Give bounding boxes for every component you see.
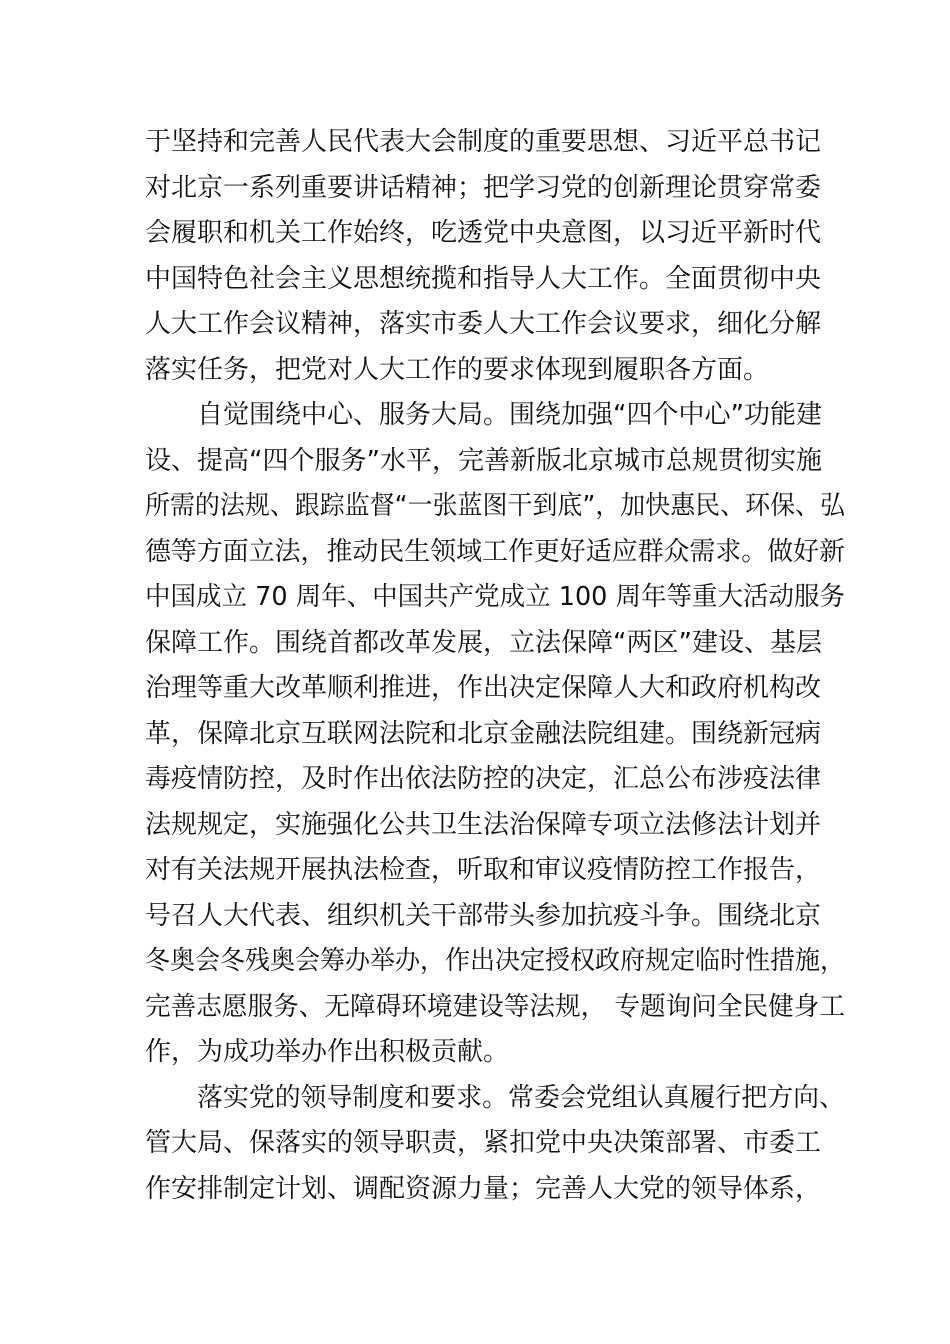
text-line: 号召人大代表、组织机关干部带头参加抗疫斗争。围绕北京: [145, 900, 822, 931]
text-line: 革，保障北京互联网法院和北京金融法院组建。围绕新冠病: [145, 718, 822, 749]
text-line: 完善志愿服务、无障碍环境建设等法规， 专题询问全民健身工: [145, 991, 845, 1022]
text-line: 冬奥会冬残奥会筹办举办，作出决定授权政府规定临时性措施，: [145, 946, 845, 976]
text-line: 自觉围绕中心、服务大局。围绕加强“四个中心”功能建: [197, 400, 822, 430]
text-line: 于坚持和完善人民代表大会制度的重要思想、习近平总书记: [145, 127, 822, 157]
text-line: 所需的法规、跟踪监督“一张蓝图干到底”，加快惠民、环保、弘: [145, 491, 845, 521]
paragraph-2: [145, 393, 845, 1076]
text-line: 对北京一系列重要讲话精神；把学习党的创新理论贯穿常委: [145, 172, 822, 203]
text-line: 管大局、保落实的领导职责，紧扣党中央决策部署、市委工: [145, 1128, 822, 1158]
text-line: 治理等重大改革顺利推进，作出决定保障人大和政府机构改: [145, 673, 822, 703]
text-line: 落实党的领导制度和要求。常委会党组认真履行把方向、: [197, 1082, 845, 1113]
text-line: 落实任务，把党对人大工作的要求体现到履职各方面。: [145, 354, 770, 385]
text-line: 毒疫情防控，及时作出依法防控的决定，汇总公布涉疫法律: [145, 764, 822, 794]
text-line: 设、提高“四个服务”水平，完善新版北京城市总规贯彻实施: [145, 445, 822, 476]
text-line: 中国特色社会主义思想统揽和指导人大工作。全面贯彻中央: [145, 263, 822, 294]
text-line: 作安排制定计划、调配资源力量；完善人大党的领导体系，: [145, 1173, 822, 1204]
text-line: 人大工作会议精神，落实市委人大工作会议要求，细化分解: [145, 309, 822, 339]
paragraph-3: [145, 1076, 845, 1213]
text-line: 会履职和机关工作始终，吃透党中央意图，以习近平新时代: [145, 218, 822, 248]
text-line: 德等方面立法，推动民生领域工作更好适应群众需求。做好新: [145, 536, 845, 567]
paragraph-1: [145, 120, 845, 393]
text-line: 对有关法规开展执法检查，听取和审议疫情防控工作报告，: [145, 855, 822, 885]
text-line: 作，为成功举办作出积极贡献。: [145, 1037, 510, 1067]
document-body: [145, 120, 845, 1212]
text-line: 保障工作。围绕首都改革发展，立法保障“两区”建设、基层: [145, 627, 822, 658]
text-line: 中国成立 70 周年、中国共产党成立 100 周年等重大活动服务: [145, 582, 845, 612]
text-line: 法规规定，实施强化公共卫生法治保障专项立法修法计划并: [145, 809, 822, 840]
